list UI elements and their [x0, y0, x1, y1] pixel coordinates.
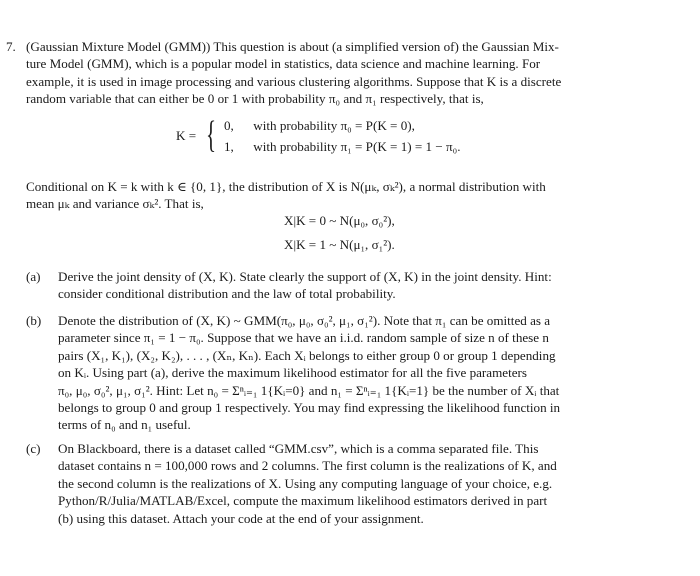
part-line: dataset contains n = 100,000 rows and 2 columns. The first column is the realizations of K, and — [58, 458, 557, 474]
intro-line: ture Model (GMM), which is a popular model in statistics, data science and machine learning. For — [26, 56, 541, 72]
part-line: Denote the distribution of (X, K) ~ GMM(π₀, μ₀, σ₀², μ₁, σ₁²). Note that π₁ can be omitted as a — [58, 313, 551, 328]
conditional-paragraph — [26, 178, 681, 213]
case-row-0 — [224, 117, 415, 134]
part-line: terms of n₀ and n₁ useful. — [58, 417, 191, 433]
part-line: π₀, μ₀, σ₀², μ₁, σ₁². Hint: Let n₀ = Σⁿᵢ₌₁ 1{Kᵢ=0} and n₁ = Σⁿᵢ₌₁ 1{Kᵢ=1} be the number of Xᵢ that — [58, 382, 560, 398]
part-label: (b) — [26, 313, 42, 328]
conditional-line: Conditional on K = k with k ∈ {0, 1}, the distribution of X is N(μₖ, σₖ²), a normal distribution with — [26, 179, 546, 194]
intro-line: example, it is used in image processing and various clustering algorithms. Suppose that K is a discrete — [26, 73, 562, 89]
question-intro — [26, 38, 681, 108]
part-line: parameter since π₁ = 1 − π₀. Suppose that we have an i.i.d. random sample of size n of these n — [58, 330, 549, 346]
left-brace-symbol: { — [206, 114, 217, 156]
part-c — [26, 440, 681, 527]
part-line: pairs (X₁, K₁), (X₂, K₂), . . . , (Xₙ, Kₙ). Each Xᵢ belongs to either group 0 or group 1 depending — [58, 347, 556, 363]
part-line: belongs to group 0 and group 1 respectively. You may find expressing the likelihood function in — [58, 400, 561, 416]
part-line: Python/R/Julia/MATLAB/Excel, compute the maximum likelihood estimators derived in part — [58, 493, 548, 509]
cases-lhs: K = — [176, 128, 197, 143]
part-line: on Kᵢ. Using part (a), derive the maximum likelihood estimator for all the five parameters — [58, 365, 528, 381]
part-line: consider conditional distribution and the law of total probability. — [58, 286, 396, 302]
part-a — [26, 268, 681, 303]
distribution-equation-0: X|K = 0 ~ N(μ₀, σ₀²), — [284, 213, 395, 228]
case-value: 1, — [224, 139, 234, 154]
case-condition: with probability π₀ = P(K = 0), — [253, 118, 415, 133]
case-row-1 — [224, 138, 460, 155]
case-condition: with probability π₁ = P(K = 1) = 1 − π₀. — [253, 139, 461, 154]
part-label: (c) — [26, 441, 41, 456]
part-line: On Blackboard, there is a dataset called “GMM.csv”, which is a comma separated file. This — [58, 441, 539, 456]
part-label: (a) — [26, 269, 41, 284]
question-number: 7. — [6, 39, 16, 54]
intro-line: random variable that can either be 0 or 1 with probability π₀ and π₁ respectively, that is, — [26, 91, 484, 107]
part-line: Derive the joint density of (X, K). State clearly the support of (X, K) in the joint density. Hint: — [58, 269, 552, 284]
intro-line: (Gaussian Mixture Model (GMM)) This question is about (a simplified version of) the Gaussian Mix- — [26, 39, 559, 54]
part-line: (b) using this dataset. Attach your code at the end of your assignment. — [58, 510, 424, 526]
part-b — [26, 312, 681, 434]
part-line: the second column is the realizations of X. Using any computing language of your choice, e.g. — [58, 475, 553, 491]
conditional-line: mean μₖ and variance σₖ². That is, — [26, 196, 204, 212]
distribution-equation-1: X|K = 1 ~ N(μ₁, σ₁²). — [284, 237, 395, 252]
case-value: 0, — [224, 118, 234, 133]
